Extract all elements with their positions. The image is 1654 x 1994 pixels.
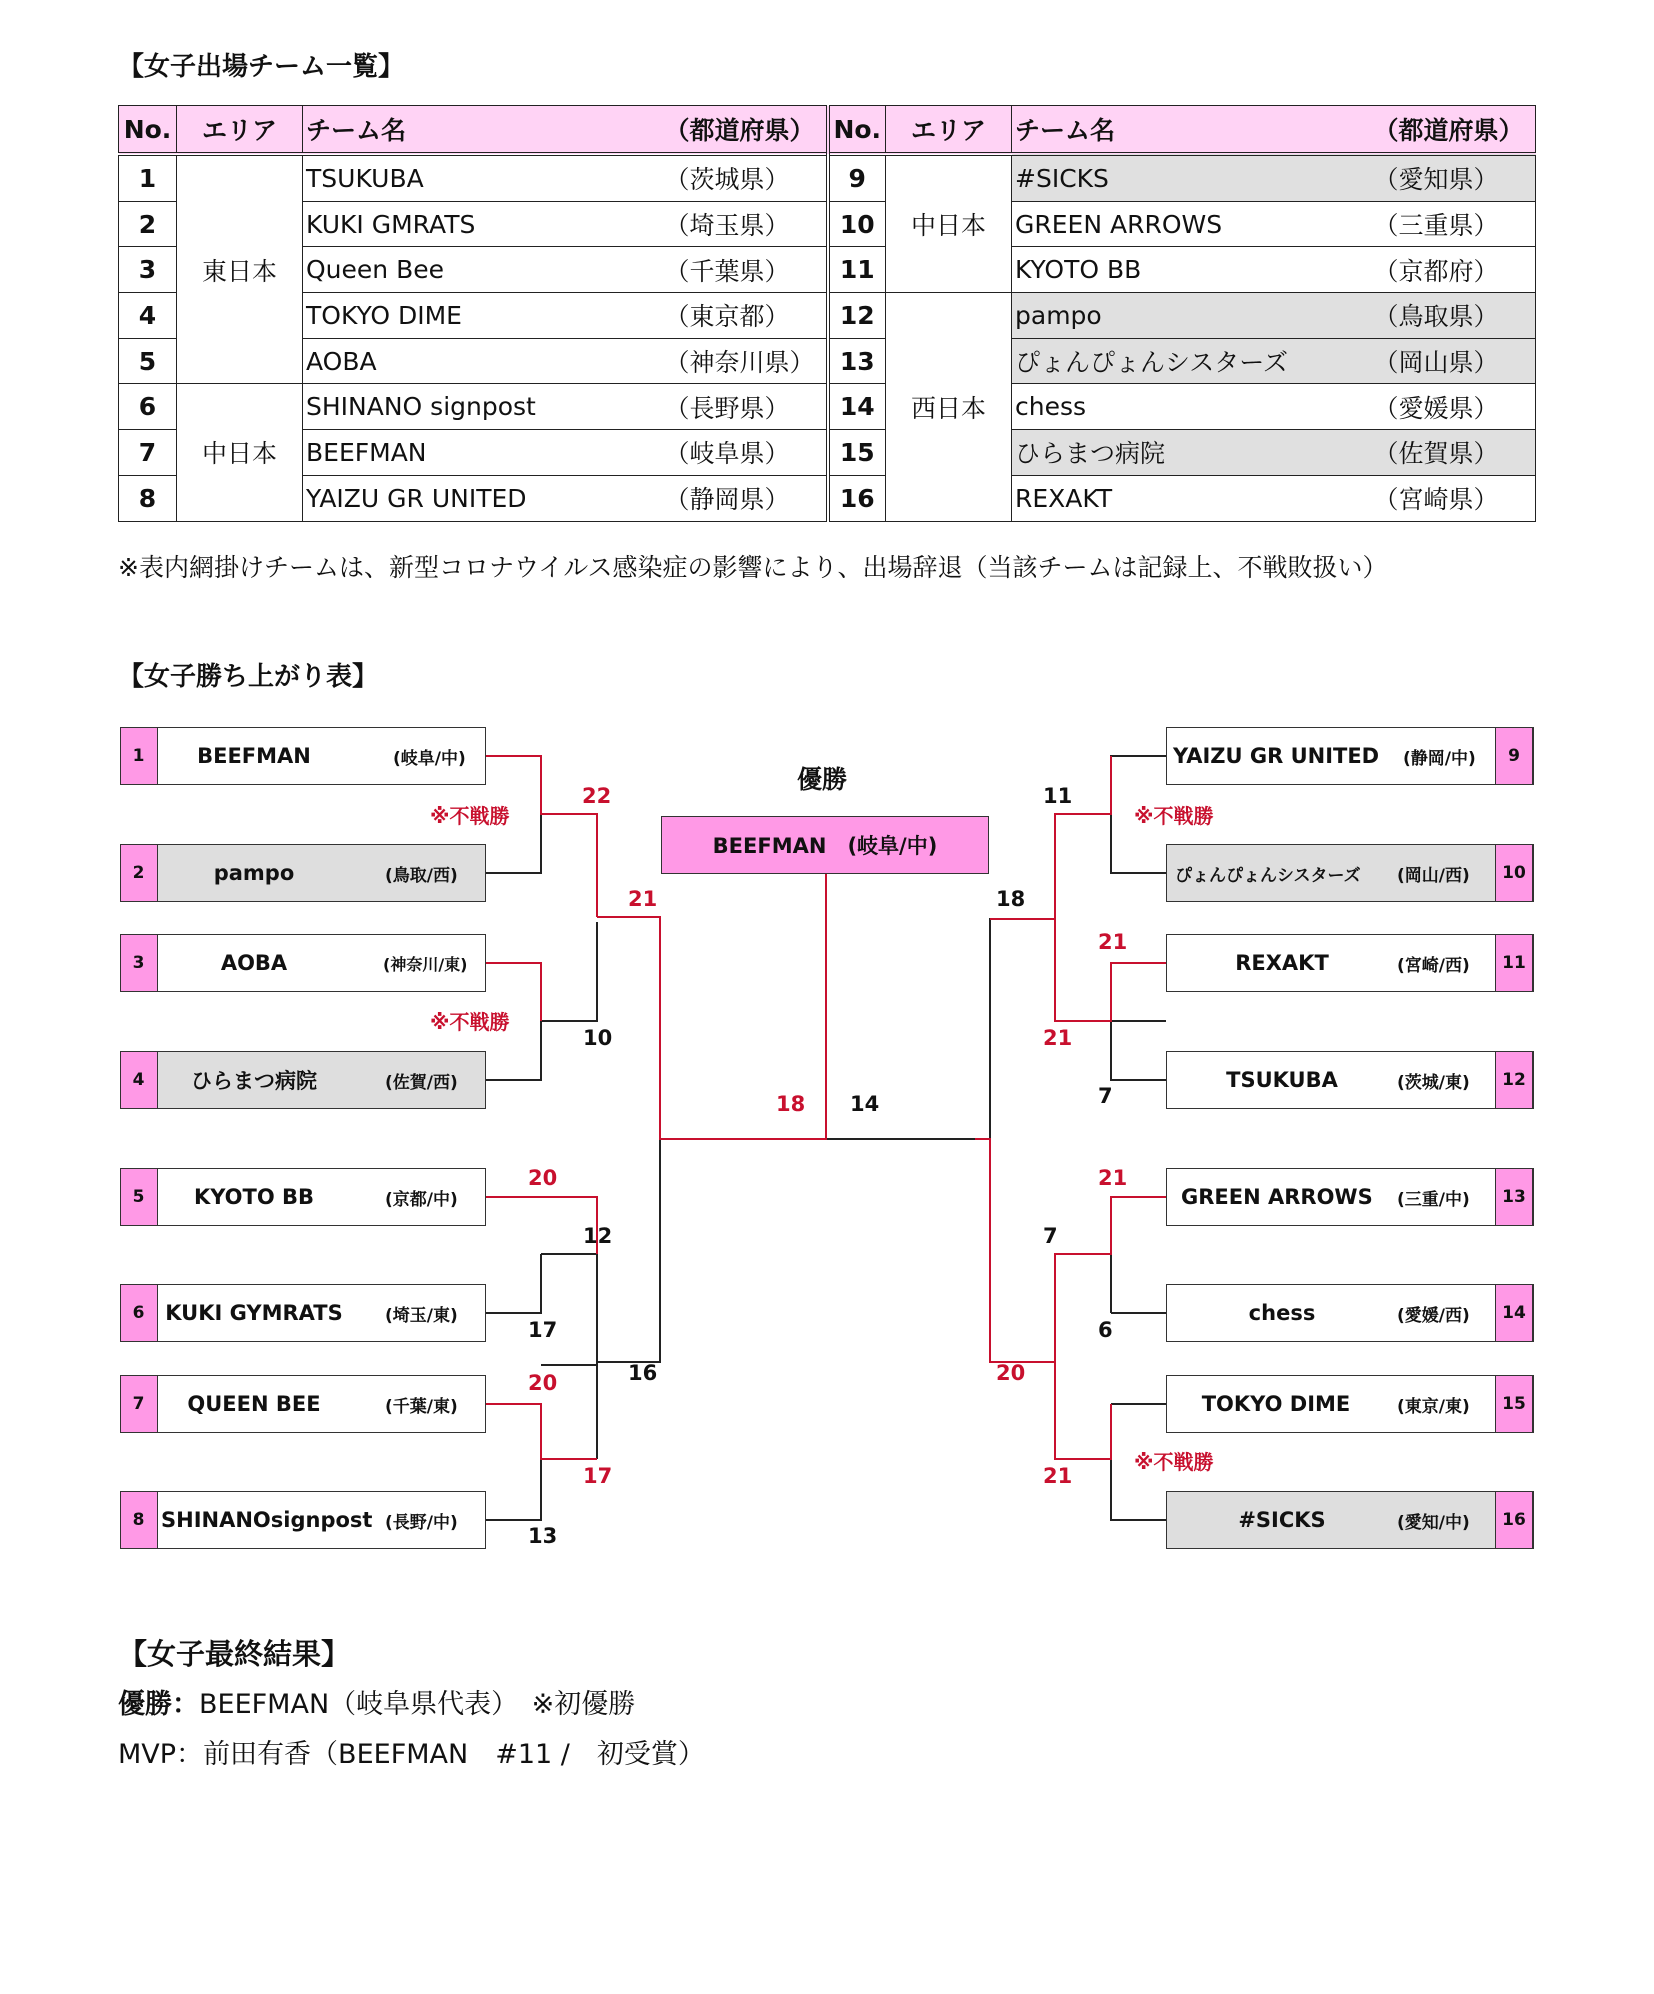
team-name: KYOTO BB xyxy=(1012,247,1372,293)
seed-number: 3 xyxy=(120,934,158,992)
team-no: 16 xyxy=(828,475,886,521)
bracket-team-14 xyxy=(1166,1284,1534,1342)
team-list-heading: 【女子出場チーム一覧】 xyxy=(118,52,405,82)
seed-number: 13 xyxy=(1495,1168,1533,1226)
team-pref: （愛媛県） xyxy=(1372,384,1536,430)
bracket-team-11 xyxy=(1166,934,1534,992)
team-no: 4 xyxy=(119,293,177,339)
bracket-team-pref: (宮崎/西) xyxy=(1397,955,1470,976)
team-pref: （京都府） xyxy=(1372,247,1536,293)
area-central-right: 中日本 xyxy=(886,154,1012,293)
bracket-team-name: TSUKUBA xyxy=(1226,1068,1338,1092)
score-label: 18 xyxy=(776,1092,806,1116)
bracket-team-name: ひらまつ病院 xyxy=(191,1069,317,1093)
bracket-team-pref: (愛媛/西) xyxy=(1397,1305,1470,1326)
score-label: 20 xyxy=(996,1361,1026,1385)
final-champion-label: 優勝： xyxy=(118,1689,199,1720)
bracket-team-9 xyxy=(1166,727,1534,785)
seed-number: 11 xyxy=(1495,934,1533,992)
score-label: 18 xyxy=(996,887,1026,911)
final-mvp-line xyxy=(118,1732,705,1771)
forfeit-label: ※不戦勝 xyxy=(1134,804,1214,828)
final-mvp-label: MVP： xyxy=(118,1739,204,1770)
score-label: 17 xyxy=(583,1464,613,1488)
bracket-team-pref: (埼玉/東) xyxy=(385,1305,458,1326)
team-pref: （岐阜県） xyxy=(663,430,828,476)
team-pref: （東京都） xyxy=(663,293,828,339)
team-name: TOKYO DIME xyxy=(303,293,663,339)
header-no: No. xyxy=(828,106,886,155)
score-label: 12 xyxy=(583,1224,613,1248)
seed-number: 8 xyxy=(120,1491,158,1549)
bracket-team-name: SHINANOsignpost xyxy=(161,1508,373,1532)
team-pref: （静岡県） xyxy=(663,475,828,521)
seed-number: 14 xyxy=(1495,1284,1533,1342)
team-no: 1 xyxy=(119,154,177,201)
withdrawal-note: ※表内網掛けチームは、新型コロナウイルス感染症の影響により、出場辞退（当該チームは記録上、不戦敗扱い） xyxy=(118,553,1388,582)
score-label: 7 xyxy=(1098,1084,1113,1108)
team-no: 14 xyxy=(828,384,886,430)
area-east: 東日本 xyxy=(177,154,303,384)
team-pref: （千葉県） xyxy=(663,247,828,293)
team-pref: （佐賀県） xyxy=(1372,430,1536,476)
bracket-team-7 xyxy=(120,1375,486,1433)
team-no: 7 xyxy=(119,430,177,476)
bracket-team-name: KUKI GYMRATS xyxy=(165,1301,343,1325)
team-no: 13 xyxy=(828,338,886,384)
team-no: 10 xyxy=(828,201,886,247)
bracket-team-4 xyxy=(120,1051,486,1109)
bracket-team-16 xyxy=(1166,1491,1534,1549)
champion-label: 優勝 xyxy=(797,765,848,794)
bracket-team-name: ぴょんぴょんシスターズ xyxy=(1175,865,1361,886)
bracket-team-pref: (岐阜/中) xyxy=(393,748,466,769)
seed-number: 4 xyxy=(120,1051,158,1109)
team-pref: （宮崎県） xyxy=(1372,475,1536,521)
team-no: 5 xyxy=(119,338,177,384)
bracket-team-name: TOKYO DIME xyxy=(1201,1392,1351,1416)
bracket-team-name: AOBA xyxy=(220,951,288,975)
bracket-team-name: QUEEN BEE xyxy=(187,1392,321,1416)
team-name: REXAKT xyxy=(1012,475,1372,521)
bracket-team-name: BEEFMAN xyxy=(197,744,311,768)
score-label: 10 xyxy=(583,1026,613,1050)
header-pref: （都道府県） xyxy=(1372,106,1536,155)
team-name: chess xyxy=(1012,384,1372,430)
final-heading: 【女子最終結果】 xyxy=(118,1637,351,1671)
team-name: YAIZU GR UNITED xyxy=(303,475,663,521)
seed-number: 5 xyxy=(120,1168,158,1226)
bracket-team-name: GREEN ARROWS xyxy=(1181,1185,1373,1209)
forfeit-label: ※不戦勝 xyxy=(1134,1450,1214,1474)
area-central-left: 中日本 xyxy=(177,384,303,521)
champion-box: BEEFMAN (岐阜/中) xyxy=(661,816,989,874)
team-pref: （埼玉県） xyxy=(663,201,828,247)
bracket-team-pref: (岡山/西) xyxy=(1397,865,1470,886)
seed-number: 16 xyxy=(1495,1491,1533,1549)
seed-number: 2 xyxy=(120,844,158,902)
bracket-heading: 【女子勝ち上がり表】 xyxy=(118,662,379,692)
forfeit-label: ※不戦勝 xyxy=(430,1010,510,1034)
team-name: ぴょんぴょんシスターズ xyxy=(1012,338,1372,384)
bracket-team-10 xyxy=(1166,844,1534,902)
header-name: チーム名 xyxy=(1012,106,1372,155)
bracket-team-pref: (茨城/東) xyxy=(1397,1072,1470,1093)
team-pref: （長野県） xyxy=(663,384,828,430)
bracket-team-pref: (神奈川/東) xyxy=(383,954,468,974)
bracket-team-5 xyxy=(120,1168,486,1226)
bracket-team-pref: (静岡/中) xyxy=(1403,748,1476,769)
team-name: #SICKS xyxy=(1012,154,1372,201)
bracket-team-2 xyxy=(120,844,486,902)
bracket-team-pref: (佐賀/西) xyxy=(385,1072,458,1093)
score-label: 16 xyxy=(628,1361,658,1385)
score-label: 21 xyxy=(1043,1026,1073,1050)
header-no: No. xyxy=(119,106,177,155)
seed-number: 10 xyxy=(1495,844,1533,902)
score-label: 7 xyxy=(1043,1224,1058,1248)
team-no: 8 xyxy=(119,475,177,521)
team-pref: （茨城県） xyxy=(663,154,828,201)
bracket-team-name: REXAKT xyxy=(1235,951,1329,975)
seed-number: 9 xyxy=(1495,727,1533,785)
team-pref: （岡山県） xyxy=(1372,338,1536,384)
team-name: AOBA xyxy=(303,338,663,384)
team-name: TSUKUBA xyxy=(303,154,663,201)
team-name: GREEN ARROWS xyxy=(1012,201,1372,247)
area-west: 西日本 xyxy=(886,293,1012,521)
seed-number: 6 xyxy=(120,1284,158,1342)
bracket-team-name: chess xyxy=(1248,1301,1316,1325)
team-no: 12 xyxy=(828,293,886,339)
bracket-team-name: pampo xyxy=(213,861,295,885)
score-label: 17 xyxy=(528,1318,558,1342)
header-pref: （都道府県） xyxy=(663,106,828,155)
seed-number: 1 xyxy=(120,727,158,785)
team-no: 3 xyxy=(119,247,177,293)
bracket-team-8 xyxy=(120,1491,486,1549)
score-label: 21 xyxy=(1043,1464,1073,1488)
score-label: 21 xyxy=(628,887,658,911)
team-pref: （鳥取県） xyxy=(1372,293,1536,339)
score-label: 21 xyxy=(1098,1166,1128,1190)
team-pref: （三重県） xyxy=(1372,201,1536,247)
bracket-team-1 xyxy=(120,727,486,785)
bracket-team-12 xyxy=(1166,1051,1534,1109)
bracket-team-pref: (鳥取/西) xyxy=(385,865,458,886)
team-no: 15 xyxy=(828,430,886,476)
bracket-team-pref: (長野/中) xyxy=(385,1512,458,1533)
bracket-team-15 xyxy=(1166,1375,1534,1433)
bracket-team-pref: (東京/東) xyxy=(1397,1396,1470,1417)
team-name: BEEFMAN xyxy=(303,430,663,476)
bracket-team-name: YAIZU GR UNITED xyxy=(1173,744,1380,768)
score-label: 22 xyxy=(582,784,612,808)
bracket-team-name: KYOTO BB xyxy=(193,1185,315,1209)
team-no: 6 xyxy=(119,384,177,430)
team-no: 9 xyxy=(828,154,886,201)
team-name: KUKI GMRATS xyxy=(303,201,663,247)
team-name: pampo xyxy=(1012,293,1372,339)
bracket-team-6 xyxy=(120,1284,486,1342)
team-no: 2 xyxy=(119,201,177,247)
bracket-team-name: #SICKS xyxy=(1238,1508,1326,1532)
header-area: エリア xyxy=(886,106,1012,155)
score-label: 20 xyxy=(528,1166,558,1190)
score-label: 14 xyxy=(850,1092,880,1116)
team-no: 11 xyxy=(828,247,886,293)
bracket-team-pref: (京都/中) xyxy=(385,1189,458,1210)
bracket-team-13 xyxy=(1166,1168,1534,1226)
final-champion-value: BEEFMAN（岐阜県代表） ※初優勝 xyxy=(199,1689,636,1720)
score-label: 11 xyxy=(1043,784,1073,808)
header-name: チーム名 xyxy=(303,106,663,155)
team-pref: （神奈川県） xyxy=(663,338,828,384)
score-label: 20 xyxy=(528,1371,558,1395)
seed-number: 7 xyxy=(120,1375,158,1433)
bracket-team-pref: (千葉/東) xyxy=(385,1396,458,1417)
seed-number: 12 xyxy=(1495,1051,1533,1109)
score-label: 6 xyxy=(1098,1318,1113,1342)
bracket-team-pref: (三重/中) xyxy=(1397,1189,1470,1210)
final-champion-line xyxy=(118,1682,635,1721)
score-label: 21 xyxy=(1098,930,1128,954)
header-area: エリア xyxy=(177,106,303,155)
final-mvp-value: 前田有香（BEEFMAN #11 / 初受賞） xyxy=(203,1739,705,1770)
seed-number: 15 xyxy=(1495,1375,1533,1433)
team-name: SHINANO signpost xyxy=(303,384,663,430)
bracket-team-pref: (愛知/中) xyxy=(1397,1512,1470,1533)
team-pref: （愛知県） xyxy=(1372,154,1536,201)
team-name: Queen Bee xyxy=(303,247,663,293)
team-name: ひらまつ病院 xyxy=(1012,430,1372,476)
score-label: 13 xyxy=(528,1524,558,1548)
bracket-team-3 xyxy=(120,934,486,992)
forfeit-label: ※不戦勝 xyxy=(430,804,510,828)
